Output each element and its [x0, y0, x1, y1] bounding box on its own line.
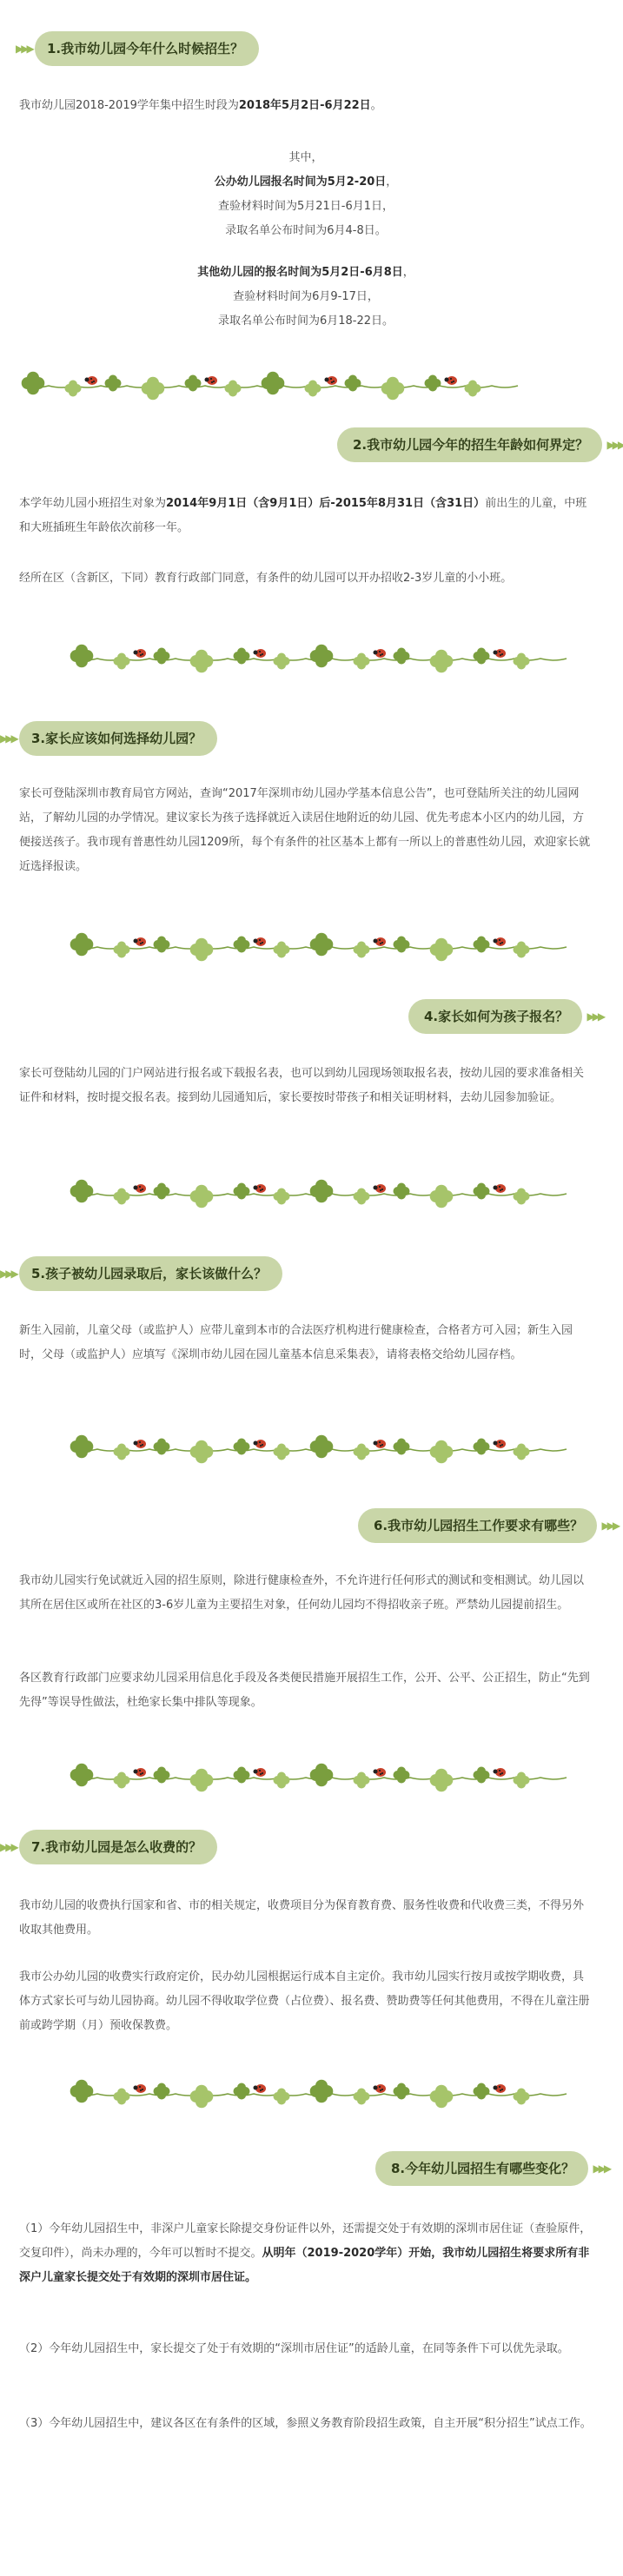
section-6-title: 6.我市幼儿园招生工作要求有哪些？ — [374, 1518, 584, 1533]
section-7-heading — [0, 1830, 217, 1864]
ladybug-icon — [494, 1440, 507, 1448]
clover-icon — [514, 2089, 530, 2105]
clover-icon — [114, 653, 130, 670]
clover-icon — [70, 645, 94, 668]
clover-icon — [514, 1772, 530, 1789]
clover-icon — [274, 1772, 290, 1789]
section-4-para: 家长可登陆幼儿园的门户网站进行报名或下载报名表，也可以到幼儿园现场领取报名表，按幼儿园的要求准备相关证件和材料，按时提交报名表。接到幼儿园通知后，家长要按时带孩子和相关证明材料，去幼儿园参加验证。 — [19, 1067, 585, 1104]
clover-icon — [114, 1189, 130, 1205]
clover-icon — [430, 1769, 454, 1792]
clover-icon — [234, 1439, 250, 1455]
section-2-heading — [337, 427, 623, 462]
clover-icon — [70, 933, 94, 957]
section-8-para-2: （2）今年幼儿园招生中，家长提交了处于有效期的“深圳市居住证”的适龄儿童，在同等条件下可以优先录取。 — [19, 2342, 569, 2355]
clover-icon — [190, 2085, 214, 2109]
clover-icon — [354, 653, 370, 670]
arrow-chevrons-icon: ▶▶▶ — [0, 732, 17, 745]
clover-icon — [430, 1185, 454, 1209]
clover-icon — [142, 377, 165, 401]
clover-icon — [394, 1183, 410, 1200]
clover-icon — [154, 1767, 170, 1784]
clover-vine-divider-icon — [68, 2075, 546, 2113]
section-2-para-2: 经所在区（含新区，下同）教育行政部门同意，有条件的幼儿园可以开办招收2-3岁儿童的小小班。 — [19, 572, 513, 585]
clover-icon — [154, 1439, 170, 1455]
arrow-chevrons-icon: ▶▶▶ — [16, 43, 32, 55]
section-3-para: 家长可登陆深圳市教育局官方网站，查询“2017年深圳市幼儿园办学基本信息公告”，也可登陆所关注的幼儿园网站，了解幼儿园的办学情况。建议家长为孩子选择就近入读居住地附近的幼儿园、优先考虑本小区内的幼儿园，方便接送孩子。我市现有普惠性幼儿园1209所，每个有条件的社区基本上都有一所以上的普惠性幼儿园，欢迎家长就近选择报读。 — [19, 787, 591, 873]
section-5-title: 5.孩子被幼儿园录取后，家长该做什么？ — [31, 1266, 268, 1281]
clover-icon — [190, 1440, 214, 1464]
section-7-title: 7.我市幼儿园是怎么收费的？ — [31, 1839, 202, 1855]
section-1-heading — [16, 31, 259, 66]
clover-icon — [185, 375, 202, 392]
arrow-chevrons-icon: ▶▶▶ — [587, 1010, 604, 1023]
clover-vine-divider-icon — [68, 1175, 546, 1213]
ladybug-icon — [134, 1768, 147, 1777]
clover-icon — [22, 372, 45, 395]
clover-icon — [394, 1767, 410, 1784]
clover-icon — [465, 381, 481, 397]
clover-icon — [114, 2089, 130, 2105]
clover-icon — [225, 381, 242, 397]
clover-icon — [190, 1769, 214, 1792]
ladybug-icon — [325, 376, 338, 385]
clover-icon — [190, 1185, 214, 1209]
section-6-heading — [358, 1508, 619, 1543]
clover-icon — [394, 648, 410, 665]
section-7-para-1: 我市幼儿园的收费执行国家和省、市的相关规定，收费项目分为保育教育费、服务性收费和代收费三类，不得另外收取其他费用。 — [19, 1899, 585, 1937]
clover-icon — [310, 1180, 334, 1203]
clover-vine-divider-icon — [19, 367, 497, 405]
ladybug-icon — [134, 2084, 147, 2093]
clover-icon — [274, 942, 290, 958]
clover-icon — [274, 2089, 290, 2105]
clover-icon — [70, 1764, 94, 1787]
clover-icon — [345, 375, 361, 392]
clover-icon — [274, 653, 290, 670]
clover-icon — [234, 937, 250, 953]
ladybug-icon — [134, 937, 147, 946]
section-8-para-3: （3）今年幼儿园招生中，建议各区在有条件的区域，参照义务教育阶段招生政策，自主开展“积分招生”试点工作。 — [19, 2417, 592, 2430]
clover-icon — [394, 2083, 410, 2100]
clover-icon — [65, 381, 82, 397]
clover-icon — [430, 2085, 454, 2109]
section-2-para-1: 本学年幼儿园小班招生对象为2014年9月1日（含9月1日）后-2015年8月31日（含31日）前出生的儿童，中班和大班插班生年龄依次前移一年。 — [19, 497, 587, 534]
section-1-para: 我市幼儿园2018-2019学年集中招生时段为2018年5月2日-6月22日。 — [19, 99, 382, 112]
clover-icon — [354, 2089, 370, 2105]
clover-icon — [154, 937, 170, 953]
ladybug-icon — [494, 937, 507, 946]
clover-icon — [154, 1183, 170, 1200]
section-3-title: 3.家长应该如何选择幼儿园？ — [31, 731, 202, 746]
ladybug-icon — [134, 1184, 147, 1193]
ladybug-icon — [494, 649, 507, 658]
clover-icon — [70, 2080, 94, 2103]
ladybug-icon — [254, 937, 267, 946]
clover-icon — [114, 1444, 130, 1460]
clover-icon — [474, 937, 490, 953]
ladybug-icon — [254, 1184, 267, 1193]
section-8-para-1: （1）今年幼儿园招生中，非深户儿童家长除提交身份证件以外，还需提交处于有效期的深圳市居住证（查验原件，交复印件），尚未办理的，今年可以暂时不提交。从明年（2019-2020学年）开始，我市幼儿园招生将要求所有非深户儿童家长提交处于有效期的深圳市居住证。 — [19, 2222, 592, 2284]
clover-vine-divider-icon — [68, 1430, 546, 1468]
arrow-chevrons-icon: ▶▶▶ — [606, 439, 623, 451]
clover-icon — [430, 938, 454, 962]
clover-vine-divider-icon — [68, 928, 546, 966]
clover-icon — [354, 1444, 370, 1460]
ladybug-icon — [254, 649, 267, 658]
ladybug-icon — [254, 1440, 267, 1448]
section-1-title: 1.我市幼儿园今年什么时候招生？ — [47, 41, 244, 56]
section-8-title: 8.今年幼儿园招生有哪些变化？ — [391, 2161, 575, 2176]
ladybug-icon — [254, 1768, 267, 1777]
ladybug-icon — [494, 1184, 507, 1193]
section-6-para-1: 我市幼儿园实行免试就近入园的招生原则，除进行健康检查外，不允许进行任何形式的测试和变相测试。幼儿园以其所在居住区或所在社区的3-6岁儿童为主要招生对象，任何幼儿园均不得招收亲子班。严禁幼儿园提前招生。 — [19, 1574, 585, 1612]
clover-icon — [310, 645, 334, 668]
section-1-schedule: 其中， 公办幼儿园报名时间为5月2-20日， 查验材料时间为5月21日-6月1日， 录取名单公布时间为6月4-8日。 其他幼儿园的报名时间为5月2日-6月8日， 查验材料时间为6月9-17日， 录取名单公布时间为6月18-22日。 — [197, 151, 414, 328]
clover-icon — [310, 933, 334, 957]
clover-icon — [190, 938, 214, 962]
section-2-title: 2.我市幼儿园今年的招生年龄如何界定？ — [353, 437, 589, 453]
clover-vine-divider-icon — [68, 639, 546, 678]
clover-icon — [70, 1435, 94, 1459]
clover-icon — [190, 650, 214, 673]
clover-icon — [234, 648, 250, 665]
clover-icon — [514, 653, 530, 670]
clover-icon — [70, 1180, 94, 1203]
section-5-heading — [0, 1256, 282, 1291]
ladybug-icon — [374, 937, 387, 946]
clover-icon — [154, 2083, 170, 2100]
clover-icon — [114, 942, 130, 958]
section-7-para-2: 我市公办幼儿园的收费实行政府定价，民办幼儿园根据运行成本自主定价。我市幼儿园实行按月或按学期收费，具体方式家长可与幼儿园协商。幼儿园不得收取学位费（占位费）、报名费、赞助费等任何其他费用，不得在儿童注册前或跨学期（月）预收保教费。 — [19, 1970, 590, 2032]
ladybug-icon — [85, 376, 98, 385]
clover-icon — [394, 937, 410, 953]
clover-icon — [354, 942, 370, 958]
ladybug-icon — [374, 2084, 387, 2093]
clover-icon — [381, 377, 405, 401]
clover-icon — [354, 1772, 370, 1789]
clover-icon — [234, 2083, 250, 2100]
ladybug-icon — [494, 2084, 507, 2093]
section-5-para: 新生入园前，儿童父母（或监护人）应带儿童到本市的合法医疗机构进行健康检查，合格者方可入园；新生入园时，父母（或监护人）应填写《深圳市幼儿园在园儿童基本信息采集表》，请将表格交给幼儿园存档。 — [19, 1324, 573, 1361]
section-4-title: 4.家长如何为孩子报名？ — [424, 1009, 569, 1024]
clover-icon — [474, 1767, 490, 1784]
clover-icon — [430, 1440, 454, 1464]
clover-icon — [274, 1189, 290, 1205]
clover-icon — [305, 381, 321, 397]
section-6-para-2: 各区教育行政部门应要求幼儿园采用信息化手段及各类便民措施开展招生工作，公开、公平、公正招生，防止“先到先得”等误导性做法，杜绝家长集中排队等现象。 — [19, 1672, 590, 1709]
clover-icon — [354, 1189, 370, 1205]
clover-icon — [474, 2083, 490, 2100]
clover-icon — [514, 942, 530, 958]
clover-icon — [105, 375, 122, 392]
clover-icon — [514, 1189, 530, 1205]
section-8-heading — [375, 2151, 610, 2186]
clover-icon — [474, 648, 490, 665]
ladybug-icon — [374, 649, 387, 658]
clover-icon — [262, 372, 285, 395]
arrow-chevrons-icon: ▶▶▶ — [0, 1268, 17, 1280]
clover-icon — [474, 1439, 490, 1455]
clover-icon — [514, 1444, 530, 1460]
ladybug-icon — [254, 2084, 267, 2093]
clover-icon — [234, 1183, 250, 1200]
clover-icon — [474, 1183, 490, 1200]
section-3-heading — [0, 721, 217, 756]
section-4-heading — [408, 999, 604, 1034]
ladybug-icon — [134, 649, 147, 658]
arrow-chevrons-icon: ▶▶▶ — [0, 1841, 17, 1853]
clover-icon — [310, 2080, 334, 2103]
arrow-chevrons-icon: ▶▶▶ — [601, 1520, 619, 1532]
clover-icon — [430, 650, 454, 673]
clover-icon — [114, 1772, 130, 1789]
ladybug-icon — [134, 1440, 147, 1448]
clover-icon — [425, 375, 441, 392]
ladybug-icon — [374, 1768, 387, 1777]
clover-vine-divider-icon — [68, 1758, 546, 1797]
clover-icon — [154, 648, 170, 665]
ladybug-icon — [374, 1440, 387, 1448]
clover-icon — [234, 1767, 250, 1784]
ladybug-icon — [374, 1184, 387, 1193]
arrow-chevrons-icon: ▶▶▶ — [593, 2162, 610, 2175]
clover-icon — [310, 1764, 334, 1787]
ladybug-icon — [494, 1768, 507, 1777]
ladybug-icon — [205, 376, 218, 385]
clover-icon — [394, 1439, 410, 1455]
ladybug-icon — [445, 376, 458, 385]
clover-icon — [274, 1444, 290, 1460]
clover-icon — [310, 1435, 334, 1459]
